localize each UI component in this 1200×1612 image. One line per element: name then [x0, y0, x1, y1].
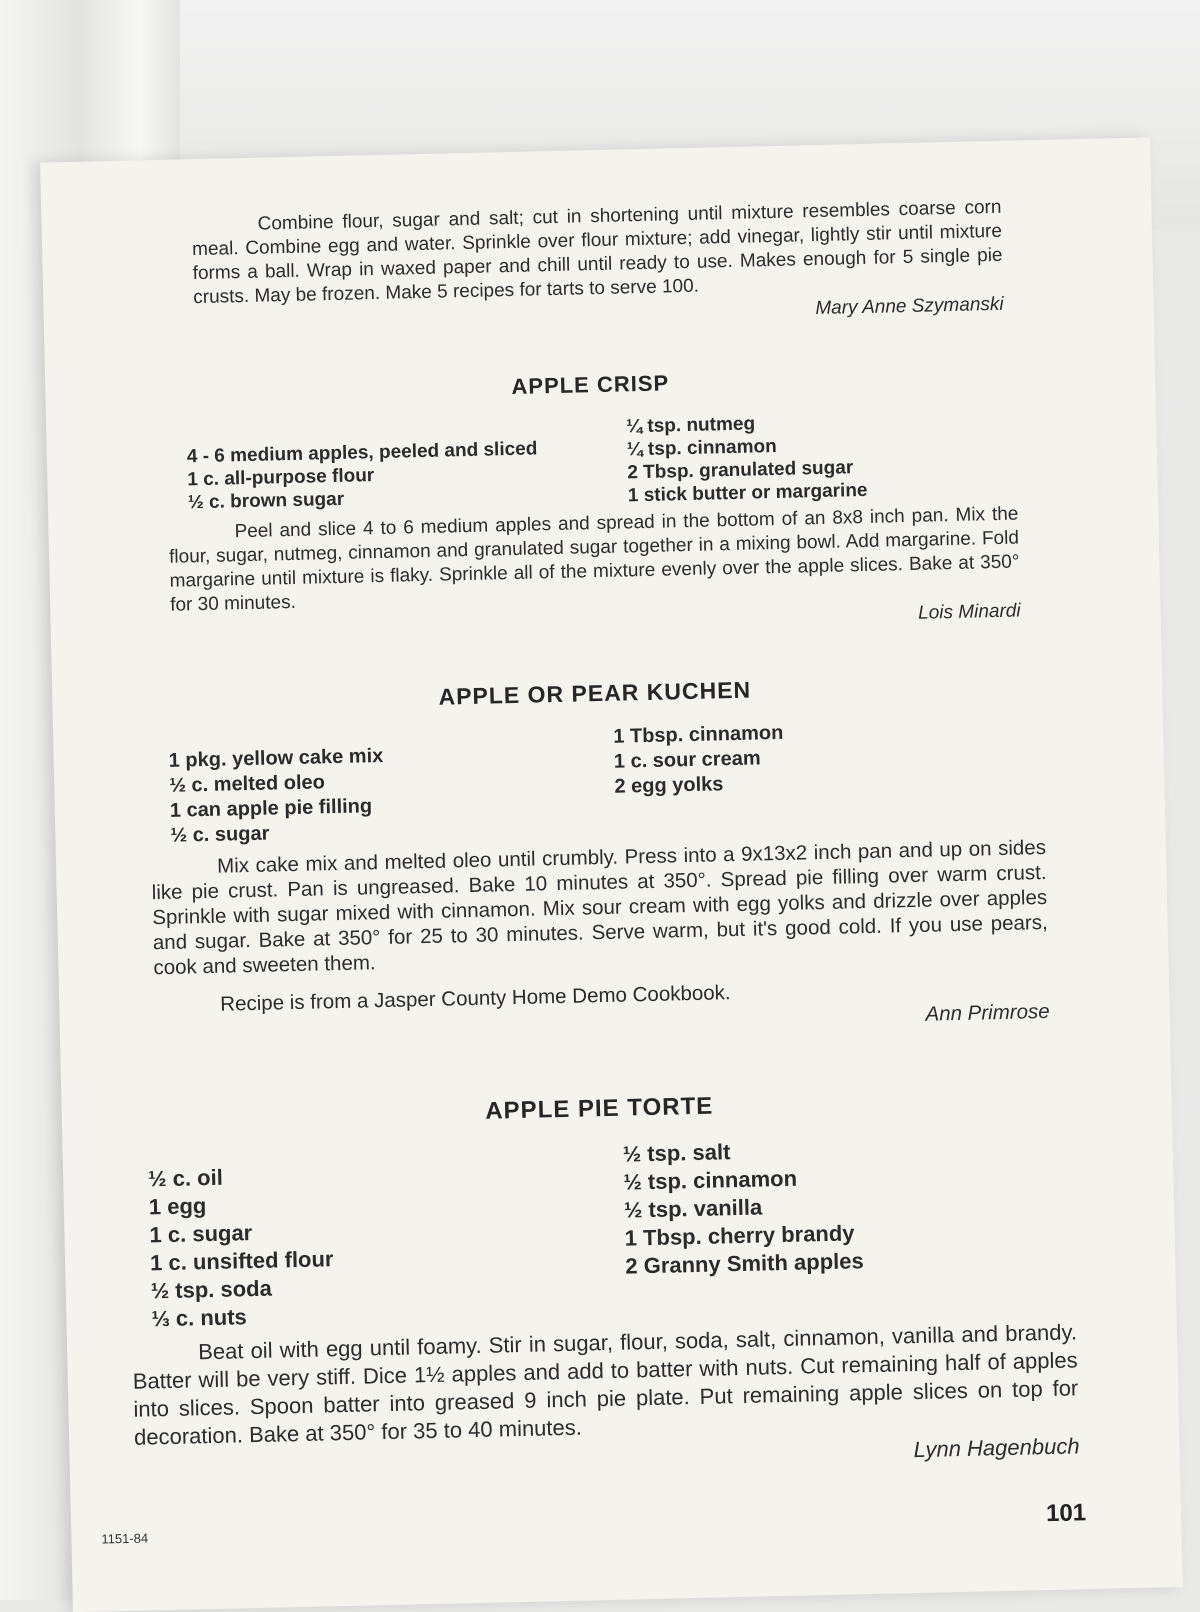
ingredients-right	[626, 406, 1028, 507]
ingredient: 2 Granny Smith apples	[625, 1248, 864, 1279]
ingredient: ½ tsp. vanilla	[623, 1194, 763, 1223]
recipe-note: Recipe is from a Jasper County Home Demo Cookbook.	[220, 981, 731, 1016]
ingredient: 1 c. sour cream	[613, 747, 761, 773]
intro-author: Mary Anne Szymanski	[815, 293, 1004, 320]
ingredient: ½ c. melted oleo	[169, 771, 326, 797]
ingredient: ½ c. sugar	[170, 822, 270, 847]
ingredient: 1 stick butter or margarine	[627, 479, 868, 507]
recipe-directions: Beat oil with egg until foamy. Stir in sugar, flour, soda, salt, cinnamon, vanilla and brandy. Batter will be very stiff. Dice 1½ apples and add to batter with nuts. Cut remaining half of apples into slices. Spoon batter into greased 9 inch pie plate. Put remaining apple slices on top for decoration. Bake at 350° for 35 to 40 minutes.	[132, 1319, 1079, 1450]
recipe-apple-pear-kuchen	[147, 670, 1050, 1044]
ingredient: 1 c. all-purpose flour	[187, 465, 375, 491]
ingredient: 2 Tbsp. granulated sugar	[627, 457, 854, 484]
ingredient: ½ c. brown sugar	[187, 488, 345, 514]
ingredients-left	[166, 415, 628, 514]
page-number: 101	[1045, 1499, 1087, 1528]
intro-text: Combine flour, sugar and salt; cut in shortening until mixture resembles coarse corn meal. Combine egg and water. Sprinkle over flour mixture; add vinegar, lightly stir until mixture forms a ball. Wrap in waxed paper and chill until ready to use. Makes enough for 5 single pie crusts. May be frozen. Make 5 recipes for tarts to serve 100.	[191, 196, 1003, 309]
cookbook-page	[40, 137, 1183, 1612]
ingredients-right	[622, 1131, 1065, 1281]
footer-code: 1151-84	[101, 1530, 149, 1547]
recipe-author: Lynn Hagenbuch	[913, 1433, 1080, 1463]
recipe-author: Ann Primrose	[925, 999, 1050, 1026]
ingredient: 2 egg yolks	[614, 773, 724, 798]
ingredient: ¼ tsp. cinnamon	[626, 435, 777, 461]
recipe-title: APPLE PIE TORTE	[485, 1092, 714, 1125]
ingredient: ¼ tsp. nutmeg	[626, 413, 756, 438]
ingredients-left	[128, 1141, 627, 1334]
recipe-apple-crisp	[165, 363, 1021, 642]
recipe-title: APPLE CRISP	[511, 370, 670, 399]
ingredient: 1 c. unsifted flour	[149, 1246, 334, 1276]
ingredients	[148, 715, 1045, 849]
ingredient: 1 egg	[148, 1193, 207, 1220]
ingredient: 1 can apple pie filling	[169, 795, 373, 822]
ingredient: 1 Tbsp. cherry brandy	[624, 1220, 855, 1251]
ingredient: ½ c. oil	[147, 1164, 224, 1192]
ingredients	[166, 407, 1018, 518]
ingredient: ⅓ c. nuts	[151, 1304, 248, 1332]
ingredient: ½ tsp. soda	[150, 1275, 273, 1304]
ingredient: 1 c. sugar	[149, 1220, 253, 1248]
ingredients-left	[148, 725, 615, 850]
recipe-directions: Peel and slice 4 to 6 medium apples and spread in the bottom of an 8x8 inch pan. Mix the flour, sugar, nutmeg, cinnamon and granulated sugar together in a mixing bowl. Add margarine. Fold margarine until mixture is flaky. Sprinkle all of the mixture evenly over the apple slices. Bake at 350° for 30 minutes.	[168, 503, 1020, 616]
recipe-title: APPLE OR PEAR KUCHEN	[438, 676, 752, 710]
ingredients	[128, 1130, 1077, 1333]
ingredient: ½ tsp. cinnamon	[623, 1165, 798, 1195]
ingredient: 4 - 6 medium apples, peeled and sliced	[186, 438, 538, 468]
ingredients-right	[613, 715, 1035, 800]
recipe-author: Lois Minardi	[917, 600, 1021, 624]
ingredient: 1 Tbsp. cinnamon	[613, 721, 784, 748]
intro-section	[191, 196, 1004, 334]
ingredient: ½ tsp. salt	[622, 1139, 731, 1167]
ingredient: 1 pkg. yellow cake mix	[168, 744, 384, 772]
recipe-directions: Mix cake mix and melted oleo until crumbly. Press into a 9x13x2 inch pan and up on sides like pie crust. Pan is ungreased. Bake 10 minutes at 350°. Spread pie filling over warm crust. Sprinkle with sugar mixed with cinnamon. Mix sour cream with egg yolks and drizzle over apples and sugar. Bake at 350° for 25 to 30 minutes. Serve warm, but it's good cold. If you use pears, cook and sweeten them.	[151, 835, 1048, 980]
recipe-apple-pie-torte	[127, 1084, 1080, 1481]
